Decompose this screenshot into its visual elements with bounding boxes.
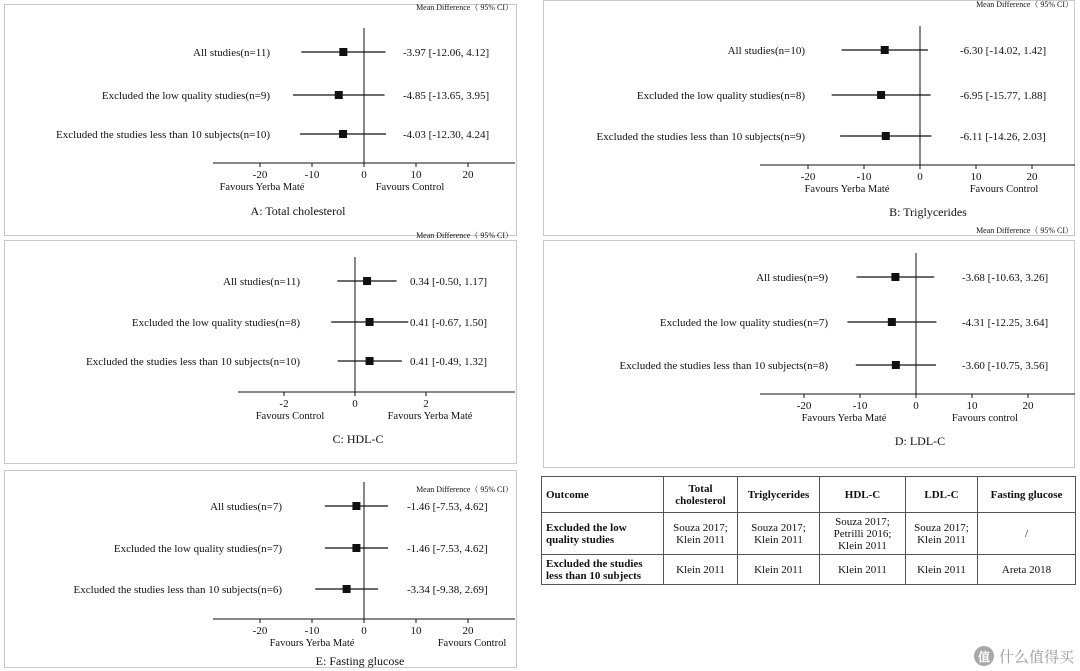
x-tick-label: 0 xyxy=(913,400,919,412)
ci-value-label: -6.95 [-15.77, 1.88] xyxy=(960,90,1047,102)
x-tick-label: 10 xyxy=(970,171,982,183)
point-estimate-marker xyxy=(335,91,343,99)
table-cell: Klein 2011 xyxy=(738,555,820,585)
x-tick-label: 20 xyxy=(1022,400,1034,412)
ci-value-label: -4.31 [-12.25, 3.64] xyxy=(962,317,1049,329)
table-header-cell: Triglycerides xyxy=(738,477,820,513)
row-label: Excluded the low quality studies(n=9) xyxy=(101,90,270,102)
x-tick-label: -10 xyxy=(304,625,320,637)
table-cell: / xyxy=(978,513,1076,555)
ci-value-label: -3.34 [-9.38, 2.69] xyxy=(407,584,488,596)
ci-value-label: -3.97 [-12.06, 4.12] xyxy=(403,47,490,59)
point-estimate-marker xyxy=(892,361,900,369)
x-tick-label: 2 xyxy=(423,398,429,410)
point-estimate-marker xyxy=(339,48,347,56)
row-label: All studies(n=11) xyxy=(223,276,300,288)
x-tick-label: -20 xyxy=(252,169,268,181)
favours-right-label: Favours Yerba Maté xyxy=(387,411,473,422)
forest-plot-total-cholesterol xyxy=(0,0,540,238)
forest-plot-triglycerides xyxy=(540,0,1080,238)
table-cell: Souza 2017; Petrilli 2016; Klein 2011 xyxy=(820,513,906,555)
row-label: Excluded the studies less than 10 subjects(n=9) xyxy=(596,131,805,143)
panel-caption: A: Total cholesterol xyxy=(250,204,346,218)
favours-left-label: Favours Yerba Maté xyxy=(804,184,890,195)
ci-value-label: -6.11 [-14.26, 2.03] xyxy=(960,131,1046,143)
row-label: All studies(n=9) xyxy=(756,272,828,284)
point-estimate-marker xyxy=(339,130,347,138)
panel-caption: B: Triglycerides xyxy=(889,205,967,219)
x-tick-label: 20 xyxy=(1026,171,1038,183)
x-tick-label: 0 xyxy=(917,171,923,183)
ci-value-label: -1.46 [-7.53, 4.62] xyxy=(407,543,488,555)
x-tick-label: -20 xyxy=(796,400,812,412)
ci-value-label: 0.34 [-0.50, 1.17] xyxy=(410,276,487,288)
zhi-logo-icon: 值 xyxy=(974,646,994,666)
x-tick-label: 0 xyxy=(361,169,367,181)
table-cell: Areta 2018 xyxy=(978,555,1076,585)
row-label: Excluded the low quality studies(n=7) xyxy=(659,317,828,329)
x-tick-label: -20 xyxy=(800,171,816,183)
table-cell: Klein 2011 xyxy=(906,555,978,585)
ci-column-header: Mean Difference（ 95% CI） xyxy=(416,485,513,494)
table-cell: Klein 2011 xyxy=(664,555,738,585)
x-tick-label: 0 xyxy=(352,398,358,410)
x-tick-label: -2 xyxy=(279,398,289,410)
favours-left-label: Favours Control xyxy=(255,411,325,422)
row-label: Excluded the low quality studies(n=8) xyxy=(636,90,805,102)
panel-caption: E: Fasting glucose xyxy=(315,654,405,668)
ci-column-header: Mean Difference（ 95% CI） xyxy=(416,3,513,12)
table-header-cell: Fasting glucose xyxy=(978,477,1076,513)
row-label: All studies(n=11) xyxy=(193,47,270,59)
x-tick-label: -10 xyxy=(304,169,320,181)
x-tick-label: -10 xyxy=(856,171,872,183)
table-header-row xyxy=(542,477,1076,513)
ci-value-label: -3.68 [-10.63, 3.26] xyxy=(962,272,1049,284)
table-header-cell: Total cholesterol xyxy=(664,477,738,513)
favours-right-label: Favours Control xyxy=(437,638,507,649)
table-cell: Klein 2011 xyxy=(820,555,906,585)
point-estimate-marker xyxy=(882,132,890,140)
row-label: Excluded the low quality studies(n=7) xyxy=(113,543,282,555)
favours-left-label: Favours Yerba Maté xyxy=(219,182,305,193)
favours-left-label: Favours Yerba Maté xyxy=(269,638,355,649)
x-tick-label: 0 xyxy=(361,625,367,637)
table-header-cell: LDL-C xyxy=(906,477,978,513)
point-estimate-marker xyxy=(363,277,371,285)
table-cell: Souza 2017; Klein 2011 xyxy=(664,513,738,555)
table-cell: Excluded the studies less than 10 subjects xyxy=(542,555,664,585)
point-estimate-marker xyxy=(366,318,374,326)
x-tick-label: -20 xyxy=(252,625,268,637)
ci-value-label: 0.41 [-0.49, 1.32] xyxy=(410,356,487,368)
x-tick-label: 20 xyxy=(462,169,474,181)
ci-value-label: -4.85 [-13.65, 3.95] xyxy=(403,90,490,102)
point-estimate-marker xyxy=(891,273,899,281)
panel-caption: D: LDL-C xyxy=(894,434,946,448)
row-label: Excluded the studies less than 10 subjects(n=8) xyxy=(619,360,828,372)
ci-column-header: Mean Difference（ 95% CI） xyxy=(976,226,1073,235)
table-cell: Souza 2017; Klein 2011 xyxy=(738,513,820,555)
row-label: All studies(n=7) xyxy=(210,501,282,513)
table-row xyxy=(542,555,1076,585)
watermark xyxy=(974,645,1074,667)
excluded-studies-table xyxy=(541,476,1076,585)
ci-value-label: -1.46 [-7.53, 4.62] xyxy=(407,501,488,513)
table-header-cell: HDL-C xyxy=(820,477,906,513)
ci-column-header: Mean Difference（ 95% CI） xyxy=(416,231,513,240)
row-label: Excluded the low quality studies(n=8) xyxy=(131,317,300,329)
forest-plot-ldl-c xyxy=(540,226,1080,472)
table-cell: Excluded the low quality studies xyxy=(542,513,664,555)
x-tick-label: 10 xyxy=(966,400,978,412)
point-estimate-marker xyxy=(881,46,889,54)
forest-plot-hdl-c xyxy=(0,231,540,472)
forest-plot-fasting-glucose xyxy=(0,466,540,671)
x-tick-label: 20 xyxy=(462,625,474,637)
x-tick-label: 10 xyxy=(410,169,422,181)
point-estimate-marker xyxy=(352,502,360,510)
point-estimate-marker xyxy=(352,544,360,552)
row-label: Excluded the studies less than 10 subjects(n=10) xyxy=(56,129,270,141)
ci-value-label: -4.03 [-12.30, 4.24] xyxy=(403,129,490,141)
row-label: Excluded the studies less than 10 subjects(n=6) xyxy=(73,584,282,596)
favours-right-label: Favours Control xyxy=(969,184,1039,195)
favours-left-label: Favours Yerba Maté xyxy=(801,413,887,424)
point-estimate-marker xyxy=(877,91,885,99)
point-estimate-marker xyxy=(343,585,351,593)
ci-column-header: Mean Difference（ 95% CI） xyxy=(976,0,1073,9)
panel-caption: C: HDL-C xyxy=(332,432,384,446)
row-label: All studies(n=10) xyxy=(727,45,805,57)
ci-value-label: -3.60 [-10.75, 3.56] xyxy=(962,360,1049,372)
table-row xyxy=(542,513,1076,555)
favours-right-label: Favours control xyxy=(951,413,1019,424)
ci-value-label: 0.41 [-0.67, 1.50] xyxy=(410,317,487,329)
x-tick-label: -10 xyxy=(852,400,868,412)
table-header-cell: Outcome xyxy=(542,477,664,513)
favours-right-label: Favours Control xyxy=(375,182,445,193)
watermark-text: 什么值得买 xyxy=(998,647,1074,666)
row-label: Excluded the studies less than 10 subjects(n=10) xyxy=(86,356,300,368)
point-estimate-marker xyxy=(888,318,896,326)
table-cell: Souza 2017; Klein 2011 xyxy=(906,513,978,555)
x-tick-label: 10 xyxy=(410,625,422,637)
ci-value-label: -6.30 [-14.02, 1.42] xyxy=(960,45,1047,57)
point-estimate-marker xyxy=(366,357,374,365)
